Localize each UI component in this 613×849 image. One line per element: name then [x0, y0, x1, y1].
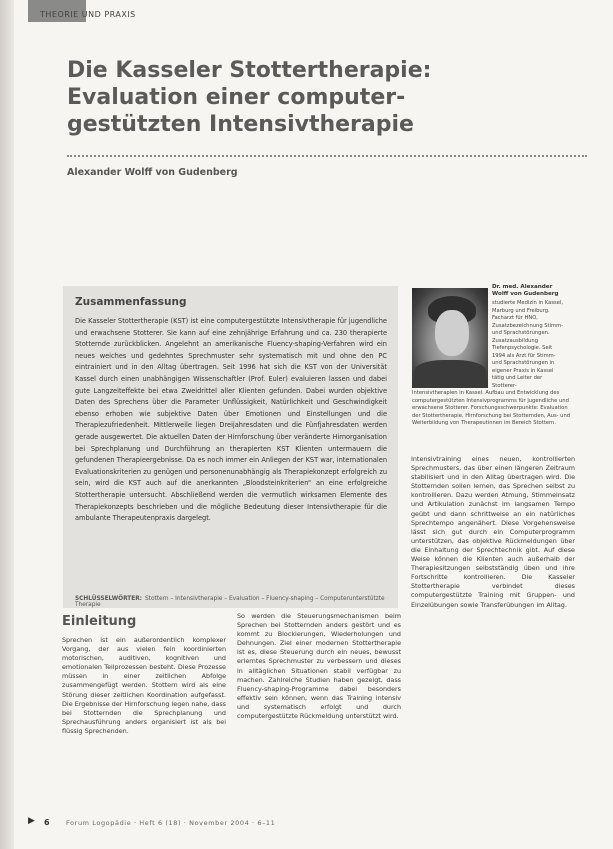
- article-title: Die Kasseler Stottertherapie: Evaluation einer computer-gestützten Intensivtherapie: [67, 58, 432, 137]
- section-label: THEORIE UND PRAXIS: [40, 10, 136, 19]
- keywords: [75, 596, 387, 608]
- binding-edge: [0, 0, 14, 849]
- abstract-text: Die Kasseler Stottertherapie (KST) ist eine computergestützte Intensivtherapie für jugendliche und erwachsene Stotterer. Sie kann auf eine zehnjährige Erfahrung und ca. 230 therapierte Stotternde zurückblicken. Angelehnt an amerikanische Fluency-shaping-Verfahren wird ein neues weiches und gedehntes Sprechmuster sehr systematisch mit und ohne den PC eintrainiert und in den Alltag übertragen. Seit 1996 hat sich die KST von der Universität Kassel durch einen unabhängigen Wissenschaftler (Prof. Euler) evaluieren lassen und dabei gute Langzeiteffekte bei etwa Zweidrittel aller Klienten gefunden. Dabei wurden objektive Daten des Sprechens über die Parameter Unflüssigkeit, Natürlichkeit und Geschwindigkeit ebenso erhoben wie subjektive Daten über Emotionen und Einstellungen und die Therapiezufriedenheit. Mittlerweile liegen Dreijahresdaten und die Fünfjahresdaten werden gerade ausgewertet. Die aktuellen Daten der Hirnforschung über veränderte Hirnorganisation bei Sprechplanung und Durchführung an therapierten KST Klienten untermauern die gefundenen Therapieergebnisse. Da es noch immer ein Anliegen der KST war, internationalen Evaluationskriterien zu genügen und personenunabhängig als Therapiekonzept erfolgreich zu sein, wird die KST auch auf die anerkannten „Bloodsteinkriterien“ an eine erfolgreiche Stottertherapie untersucht. Abschließend werden die vermutlich wirksamen Elemente des Therapiekonzepts beschrieben und die mögliche Bedeutung dieser Intensivtherapie für die ambulante Therapeutenpraxis dargelegt.: [75, 317, 387, 523]
- page-number: 6: [44, 818, 50, 827]
- keywords-label: SCHLÜSSELWÖRTER:: [75, 596, 142, 602]
- article-author: Alexander Wolff von Gudenberg: [67, 167, 238, 178]
- body-column-1: Sprechen ist ein außerordentlich komplexer Vorgang, der aus vielen fein koordinierten motorischen, auditiven, kognitiven und emotionalen Teilprozessen besteht. Diese Prozesse müssen in einer zeitlichen Abfolge zusammengefügt werden. Stottern wird als eine Störung dieser zeitlichen Koordination aufgefasst. Die Ergebnisse der Hirnforschung legen nahe, dass bei Stotternden die Sprechplanung und Sprechausführung anders organisiert ist als bei flüssig Sprechenden.: [62, 636, 226, 735]
- page-marker-icon: ▶: [28, 816, 35, 826]
- dotted-divider: [67, 155, 587, 157]
- journal-info: Forum Logopädie · Heft 6 (18) · November 2004 · 6–11: [66, 819, 276, 827]
- abstract-heading: Zusammenfassung: [75, 296, 187, 308]
- keywords-text: Stottern – Intensivtherapie – Evaluation – Fluency-shaping – Computerunterstützte Therapie: [75, 596, 385, 608]
- author-bio-name: Dr. med. Alexander Wolff von Gudenberg: [492, 284, 559, 298]
- author-bio-text-continued: Intensivtherapien in Kassel. Aufbau und Entwicklung des computergestützten Intensivprogramms für jugendliche und erwachsene Stotterer. Forschungsschwerpunkte: Evaluation der Stottertherapie, Hirnforschung bei Stotternden, Aus- und Weiterbildung von Therapeutinnen im Bereich Stottern.: [412, 390, 571, 427]
- author-bio-text: studierte Medizin in Kassel, Marburg und Freiburg. Facharzt für HNO, Zusatzbezeichnung Stimm- und Sprachstörungen. Zusatzausbildung Tiefenpsychologie. Seit 1994 als Arzt für Stimm- und Sprachstörungen in eigener Praxis in Kassel tätig und Leiter der Stotterer-: [492, 300, 564, 389]
- author-photo-face: [435, 310, 469, 356]
- body-column-3: Intensivtraining eines neuen, kontrollierten Sprechmusters, das über einen längeren Zeitraum stabilisiert und in den Alltag übertragen wird. Die Stotternden sollen lernen, das Sprechen selbst zu kontrollieren. Dazu werden Atmung, Stimmeinsatz und Artikulation zunächst im langsamen Tempo geübt und dann schrittweise an ein natürliches Sprechtempo angenähert. Diese Vorgehensweise lässt sich gut durch ein Computerprogramm unterstützen, das objektive Rückmeldungen über die Einhaltung der Sprechtechnik gibt. Auf diese Weise können die Klienten auch außerhalb der Therapiesitzungen selbstständig üben und ihre Fortschritte kontrollieren. Die Kasseler Stottertherapie verbindet dieses computergestützte Training mit Gruppen- und Einzelübungen sowie Transferübungen im Alltag.: [411, 455, 575, 609]
- author-photo-shoulders: [414, 360, 486, 388]
- introduction-heading: Einleitung: [62, 614, 137, 629]
- body-column-2: So werden die Steuerungsmechanismen beim Sprechen bei Stotternden anders gestört und es kommt zu Blockierungen, Wiederholungen und Dehnungen. Ziel einer modernen Stottertherapie ist es, diese Steuerung durch ein neues, bewusst erlerntes Sprechmuster zu verbessern und dieses in alltäglichen Situationen stabil verfügbar zu machen. Zahlreiche Studien haben gezeigt, dass Fluency-shaping-Programme dabei besonders effektiv sein können, wenn das Training intensiv und systematisch erfolgt und durch computergestützte Rückmeldung unterstützt wird.: [237, 612, 401, 721]
